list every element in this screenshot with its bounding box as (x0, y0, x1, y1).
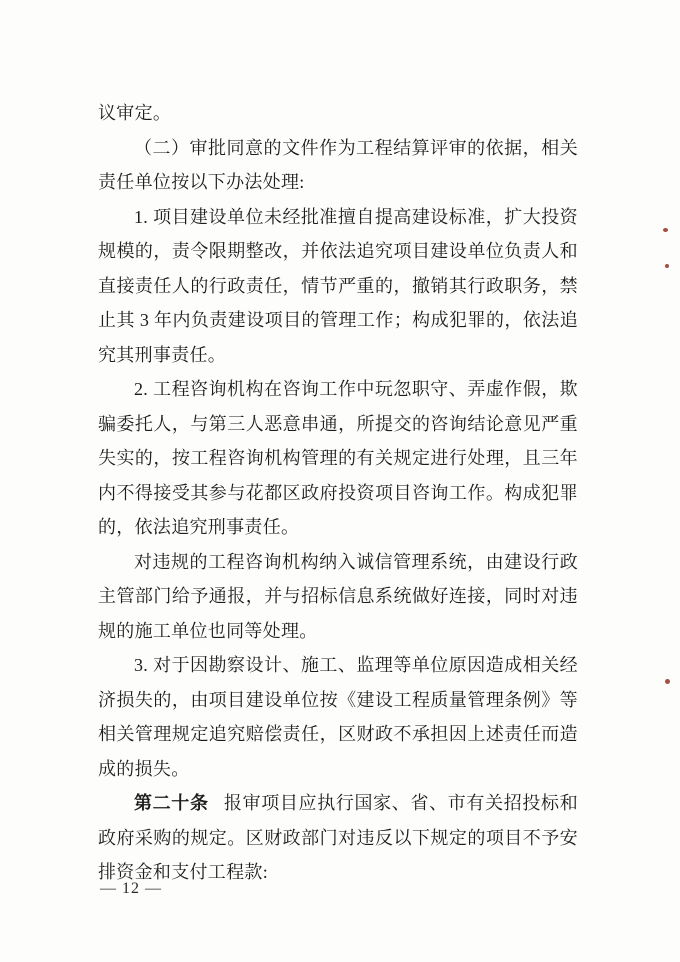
document-body (98, 96, 578, 890)
text-line: 责任单位按以下办法处理: (98, 172, 305, 192)
text-line: 直接责任人的行政责任，情节严重的，撤销其行政职务，禁 (98, 275, 578, 296)
text-line: 济损失的，由项目建设单位按《建设工程质量管理条例》等 (98, 689, 578, 710)
text-line: （二）审批同意的文件作为工程结算评审的依据，相关 (134, 137, 578, 158)
text-line: 1. 项目建设单位未经批准擅自提高建设标准，扩大投资 (134, 206, 578, 227)
ink-speck-mark (665, 679, 670, 684)
text-line: 排资金和支付工程款: (98, 862, 268, 882)
text-line: 止其 3 年内负责建设项目的管理工作；构成犯罪的，依法追 (98, 310, 578, 330)
text-line: 规模的，责令限期整改，并依法追究项目建设单位负责人和 (98, 241, 578, 261)
text-line: 3. 对于因勘察设计、施工、监理等单位原因造成相关经 (134, 655, 578, 675)
text-line: 的，依法追究刑事责任。 (98, 517, 300, 537)
text-line: 主管部门给予通报，并与招标信息系统做好连接，同时对违 (98, 586, 578, 606)
text-line: 内不得接受其参与花都区政府投资项目咨询工作。构成犯罪 (98, 482, 578, 503)
text-line: 骗委托人，与第三人恶意串通，所提交的咨询结论意见严重 (98, 413, 578, 434)
article-text: 报审项目应执行国家、省、市有关招投标和 (223, 793, 578, 813)
text-line: 规的施工单位也同等处理。 (98, 620, 318, 641)
text-line: 究其刑事责任。 (98, 344, 227, 365)
text-line: 政府采购的规定。区财政部门对违反以下规定的项目不予安 (98, 827, 578, 848)
ink-speck-mark (665, 264, 669, 268)
page-number: — 12 — (100, 880, 162, 897)
text-line: 议审定。 (98, 103, 172, 123)
text-line: 对违规的工程咨询机构纳入诚信管理系统，由建设行政 (134, 551, 578, 572)
text-line: 成的损失。 (98, 758, 190, 779)
ink-speck-mark (663, 228, 668, 232)
text-line: 2. 工程咨询机构在咨询工作中玩忽职守、弄虚作假，欺 (134, 379, 578, 399)
text-line: 相关管理规定追究赔偿责任，区财政不承担因上述责任而造 (98, 724, 578, 744)
text-line: 失实的，按工程咨询机构管理的有关规定进行处理，且三年 (98, 448, 578, 468)
article-number: 第二十条 (134, 793, 209, 813)
text-line-article (98, 786, 578, 821)
